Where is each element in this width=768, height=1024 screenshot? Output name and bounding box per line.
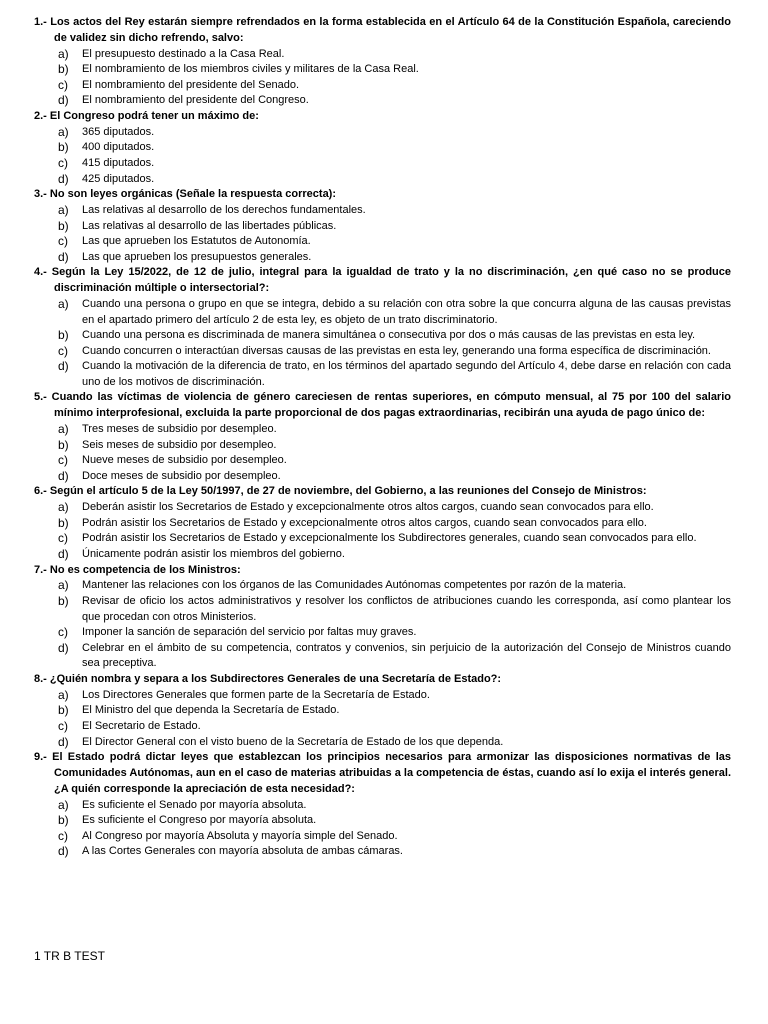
answer-option	[34, 359, 731, 390]
question-text: 5.- Cuando las víctimas de violencia de género careciesen de rentas superiores, en cómputo mensual, al 75 por 100 del salario mínimo interprofesional, excluida la parte proporcional de dos pagas extraordinarias, recibirán una ayuda de pago único de:	[34, 391, 731, 420]
option-letter: d)	[58, 844, 69, 859]
option-text: Seis meses de subsidio por desempleo.	[82, 438, 277, 451]
question-block	[34, 750, 731, 860]
answer-option	[34, 798, 731, 814]
option-letter: d)	[58, 93, 69, 108]
question-block	[34, 187, 731, 265]
question-block	[34, 563, 731, 672]
answer-option	[34, 516, 731, 532]
option-text: Mantener las relaciones con los órganos de las Comunidades Autónomas competentes por razón de la materia.	[82, 579, 627, 592]
answer-option	[34, 469, 731, 485]
options-list	[34, 125, 731, 187]
option-text: El presupuesto destinado a la Casa Real.	[82, 47, 285, 60]
answer-option	[34, 172, 731, 188]
option-letter: c)	[58, 828, 68, 843]
option-letter: b)	[58, 437, 69, 452]
option-text: Nueve meses de subsidio por desempleo.	[82, 454, 287, 467]
answer-option	[34, 719, 731, 735]
option-letter: b)	[58, 328, 69, 343]
answer-option	[34, 438, 731, 454]
option-text: 365 diputados.	[82, 125, 155, 138]
answer-option	[34, 344, 731, 360]
option-letter: c)	[58, 718, 68, 733]
options-list	[34, 688, 731, 750]
page-footer: 1 TR B TEST	[34, 949, 105, 963]
option-letter: c)	[58, 343, 68, 358]
option-letter: c)	[58, 625, 68, 640]
answer-option	[34, 641, 731, 672]
option-letter: b)	[58, 62, 69, 77]
option-text: Únicamente podrán asistir los miembros del gobierno.	[82, 548, 345, 561]
question-text: 3.- No son leyes orgánicas (Señale la respuesta correcta):	[34, 188, 337, 201]
option-letter: d)	[58, 734, 69, 749]
option-letter: b)	[58, 594, 69, 608]
option-letter: d)	[58, 171, 69, 186]
option-text: 400 diputados.	[82, 141, 155, 154]
option-letter: a)	[58, 202, 69, 217]
question-block	[34, 484, 731, 562]
option-letter: a)	[58, 687, 69, 702]
answer-option	[34, 813, 731, 829]
answer-option	[34, 219, 731, 235]
option-text: El nombramiento de los miembros civiles y militares de la Casa Real.	[82, 63, 419, 76]
options-list	[34, 500, 731, 562]
answer-option	[34, 703, 731, 719]
option-text: Podrán asistir los Secretarios de Estado y excepcionalmente otros altos cargos, cuando sean convocados para ello.	[82, 516, 647, 529]
option-letter: c)	[58, 77, 68, 92]
answer-option	[34, 500, 731, 516]
options-list	[34, 422, 731, 484]
option-letter: d)	[58, 468, 69, 483]
question-text: 1.- Los actos del Rey estarán siempre refrendados en la forma establecida en el Artículo 64 de la Constitución Española, careciendo de validez sin dicho refrendo, salvo:	[34, 16, 731, 44]
option-text: Es suficiente el Congreso por mayoría absoluta.	[82, 814, 317, 827]
answer-option	[34, 156, 731, 172]
answer-option	[34, 547, 731, 563]
answer-option	[34, 78, 731, 94]
option-letter: c)	[58, 531, 68, 546]
option-letter: a)	[58, 46, 69, 61]
option-letter: a)	[58, 500, 69, 515]
answer-option	[34, 829, 731, 845]
question-text: 4.- Según la Ley 15/2022, de 12 de julio, integral para la igualdad de trato y la no discriminación, ¿en qué caso no se produce discriminación múltiple o intersectorial?:	[34, 266, 731, 295]
question-text: 7.- No es competencia de los Ministros:	[34, 563, 241, 576]
question-block	[34, 15, 731, 109]
question-block	[34, 672, 731, 750]
option-text: Deberán asistir los Secretarios de Estado y excepcionalmente otros altos cargos, cuando sean convocados para ello.	[82, 501, 654, 514]
question-list	[34, 15, 731, 860]
option-text: Cuando una persona es discriminada de manera simultánea o consecutiva por dos o más causas de las previstas en esta ley.	[82, 329, 696, 342]
answer-option	[34, 234, 731, 250]
question-text: 8.- ¿Quién nombra y separa a los Subdirectores Generales de una Secretaría de Estado?:	[34, 672, 502, 685]
option-text: Podrán asistir los Secretarios de Estado y excepcionalmente los Subdirectores generales, cuando sean convocados para ello.	[82, 532, 697, 545]
option-text: Las relativas al desarrollo de las libertades públicas.	[82, 219, 337, 232]
option-text: A las Cortes Generales con mayoría absoluta de ambas cámaras.	[82, 845, 403, 858]
option-letter: a)	[58, 296, 69, 311]
answer-option	[34, 735, 731, 751]
answer-option	[34, 62, 731, 78]
answer-option	[34, 250, 731, 266]
option-letter: b)	[58, 703, 69, 718]
option-text: Tres meses de subsidio por desempleo.	[82, 423, 277, 436]
answer-option	[34, 625, 731, 641]
answer-option	[34, 328, 731, 344]
option-text: Imponer la sanción de separación del servicio por faltas muy graves.	[82, 626, 417, 639]
answer-option	[34, 578, 731, 594]
option-text: Es suficiente el Senado por mayoría absoluta.	[82, 798, 307, 811]
option-text: Las que aprueben los Estatutos de Autonomía.	[82, 235, 311, 248]
answer-option	[34, 453, 731, 469]
option-text: Doce meses de subsidio por desempleo.	[82, 469, 281, 482]
options-list	[34, 297, 731, 391]
option-letter: b)	[58, 140, 69, 155]
option-letter: b)	[58, 218, 69, 233]
question-block	[34, 390, 731, 484]
option-letter: c)	[58, 234, 68, 249]
answer-option	[34, 422, 731, 438]
option-text: Las relativas al desarrollo de los derechos fundamentales.	[82, 203, 366, 216]
answer-option	[34, 297, 731, 328]
option-letter: b)	[58, 515, 69, 530]
option-text: El Secretario de Estado.	[82, 719, 201, 732]
option-text: 425 diputados.	[82, 172, 155, 185]
options-list	[34, 798, 731, 860]
answer-option	[34, 47, 731, 63]
option-letter: c)	[58, 155, 68, 170]
option-letter: b)	[58, 813, 69, 828]
options-list	[34, 578, 731, 672]
option-text: Cuando una persona o grupo en que se integra, debido a su relación con otra sobre la que concurra alguna de las causas previstas en el apartado primero del artículo 2 de esta ley, es objeto de un trato discriminatorio.	[82, 297, 731, 326]
option-text: Las que aprueben los presupuestos generales.	[82, 250, 312, 263]
answer-option	[34, 594, 731, 625]
answer-option	[34, 93, 731, 109]
option-letter: a)	[58, 422, 69, 437]
option-text: Cuando concurren o interactúan diversas causas de las previstas en esta ley, generando una forma específica de discriminación.	[82, 344, 711, 357]
option-text: El Ministro del que dependa la Secretaría de Estado.	[82, 704, 340, 717]
option-letter: a)	[58, 797, 69, 812]
question-block	[34, 265, 731, 390]
answer-option	[34, 688, 731, 704]
option-letter: a)	[58, 124, 69, 139]
option-text: Al Congreso por mayoría Absoluta y mayoría simple del Senado.	[82, 829, 398, 842]
options-list	[34, 203, 731, 265]
option-letter: c)	[58, 453, 68, 468]
option-letter: d)	[58, 249, 69, 264]
option-text: 415 diputados.	[82, 156, 155, 169]
option-text: El Director General con el visto bueno de la Secretaría de Estado de los que dependa.	[82, 735, 504, 748]
option-text: Cuando la motivación de la diferencia de trato, en los términos del apartado segundo del Artículo 4, debe darse en relación con cada uno de los motivos de discriminación.	[82, 360, 731, 388]
answer-option	[34, 203, 731, 219]
option-text: El nombramiento del presidente del Congreso.	[82, 94, 309, 107]
answer-option	[34, 531, 731, 547]
option-letter: d)	[58, 359, 69, 374]
option-text: Los Directores Generales que formen parte de la Secretaría de Estado.	[82, 688, 430, 701]
question-text: 9.- El Estado podrá dictar leyes que establezcan los principios necesarios para armonizar las disposiciones normativas de las Comunidades Autónomas, aun en el caso de materias atribuidas a la competencia de éstas, cuando así lo exija el interés general. ¿A quién corresponde la apreciación de esta necesidad?:	[34, 751, 731, 795]
answer-option	[34, 844, 731, 860]
question-block	[34, 109, 731, 187]
options-list	[34, 47, 731, 109]
question-text: 6.- Según el artículo 5 de la Ley 50/1997, de 27 de noviembre, del Gobierno, a las reuniones del Consejo de Ministros:	[34, 485, 647, 498]
option-text: Celebrar en el ámbito de su competencia, contratos y convenios, sin perjuicio de la autorización del Consejo de Ministros cuando sea preceptiva.	[82, 641, 731, 670]
option-letter: d)	[58, 547, 69, 562]
answer-option	[34, 125, 731, 141]
option-text: Revisar de oficio los actos administrativos y resolver los conflictos de atribuciones cuando les corresponda, así como plantear los que procedan con otros Ministerios.	[82, 595, 731, 623]
option-letter: a)	[58, 578, 69, 593]
option-text: El nombramiento del presidente del Senado.	[82, 78, 300, 91]
question-text: 2.- El Congreso podrá tener un máximo de:	[34, 109, 259, 122]
answer-option	[34, 140, 731, 156]
option-letter: d)	[58, 640, 69, 655]
